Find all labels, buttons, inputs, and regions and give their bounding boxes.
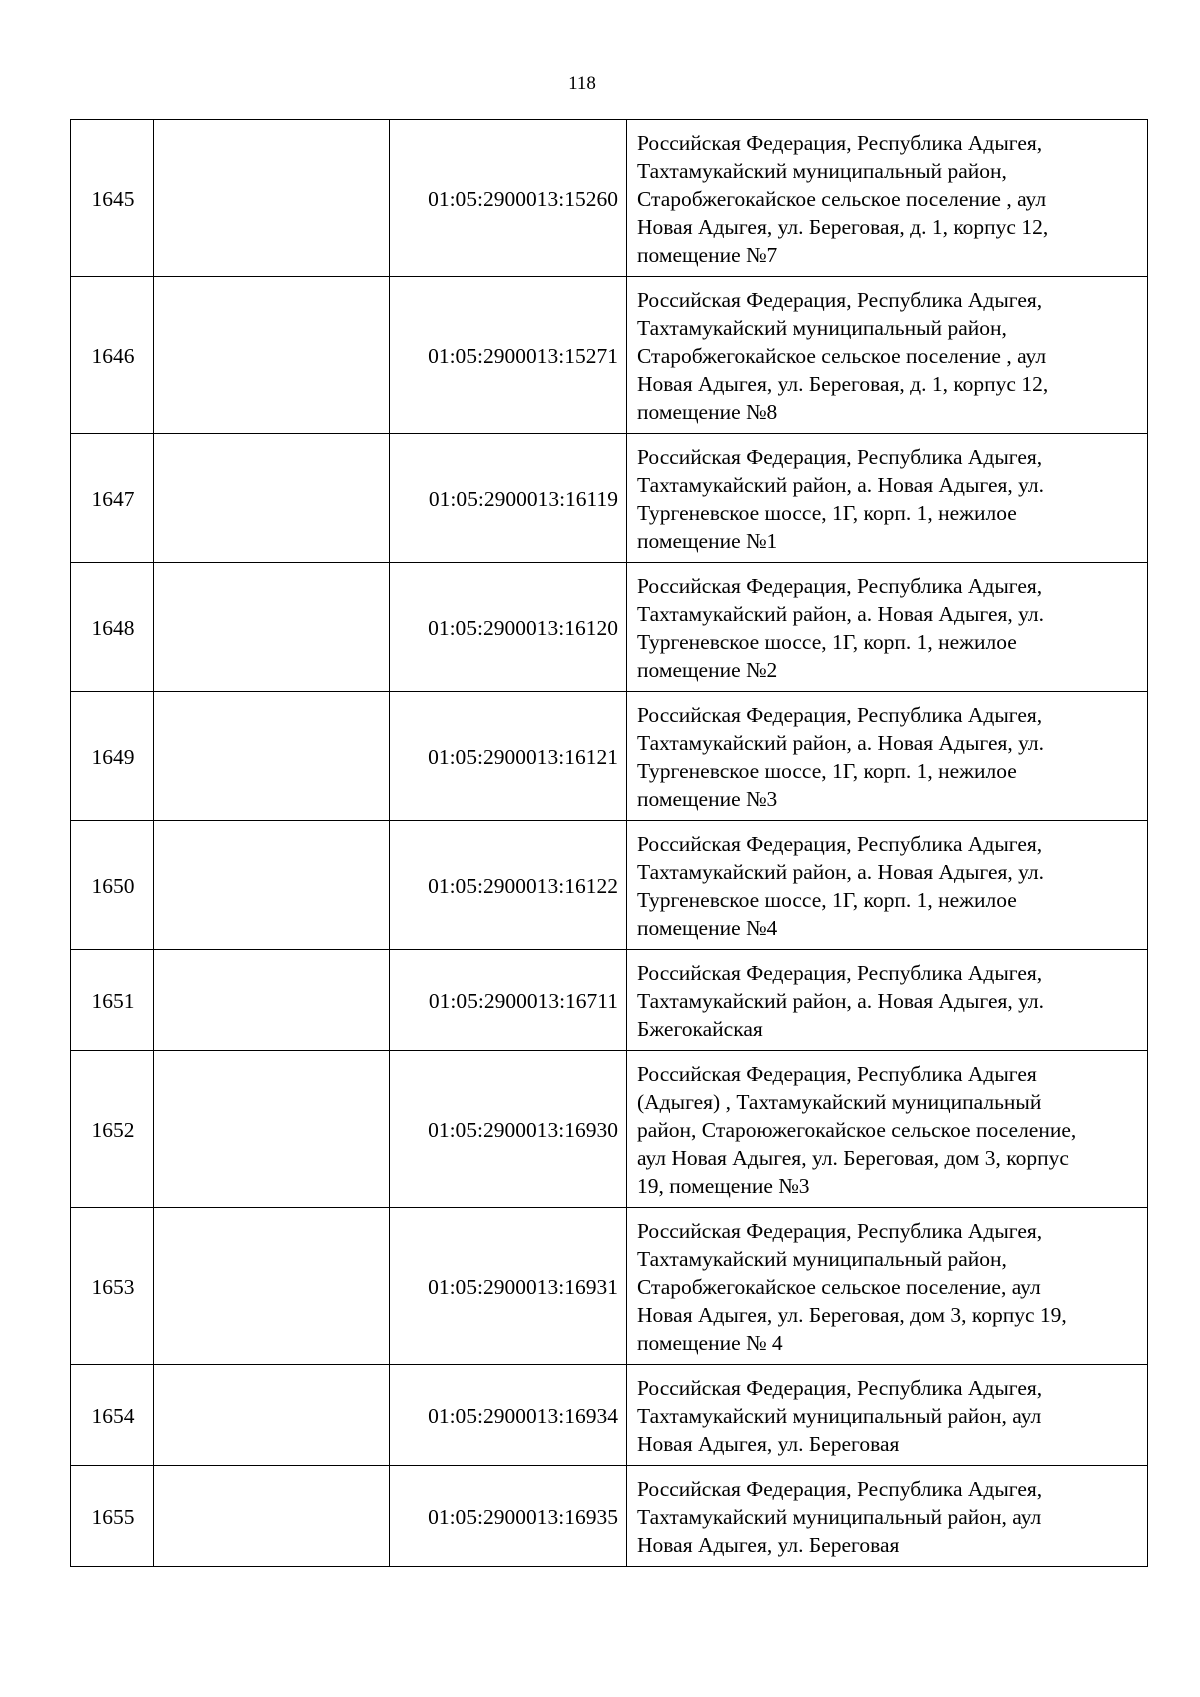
address-line: помещение № 4 [637,1331,783,1355]
address-line: Новая Адыгея, ул. Береговая, дом 3, корпус 19, [637,1303,1067,1327]
table-row [71,434,1148,563]
row-number-cell: 1646 [71,277,154,434]
registry-table [70,119,1148,1567]
address-line: Тургеневское шоссе, 1Г, корп. 1, нежилое [637,888,1017,912]
table-row [71,1365,1148,1466]
address-line: Российская Федерация, Республика Адыгея, [637,574,1043,598]
address-line: Старобжегокайское сельское поселение, аул [637,1275,1041,1299]
cadastral-number-cell: 01:05:2900013:16931 [390,1208,627,1365]
address-line: 19, помещение №3 [637,1174,810,1198]
address-line: Тахтамукайский район, а. Новая Адыгея, ул. [637,473,1045,497]
address-line: Российская Федерация, Республика Адыгея, [637,703,1043,727]
row-number-cell: 1654 [71,1365,154,1466]
cadastral-number-cell: 01:05:2900013:16711 [390,950,627,1051]
row-number-cell: 1650 [71,821,154,950]
address-line: Российская Федерация, Республика Адыгея, [637,131,1043,155]
table-row [71,277,1148,434]
registry-table-body [71,120,1148,1567]
address-cell [627,1466,1148,1567]
row-number-cell: 1653 [71,1208,154,1365]
object-name-cell [154,1365,390,1466]
address-line: Российская Федерация, Республика Адыгея, [637,1376,1043,1400]
address-line: Тургеневское шоссе, 1Г, корп. 1, нежилое [637,759,1017,783]
cadastral-number-cell: 01:05:2900013:15260 [390,120,627,277]
address-line: Новая Адыгея, ул. Береговая, д. 1, корпус 12, [637,215,1049,239]
row-number-cell: 1648 [71,563,154,692]
address-line: помещение №8 [637,400,778,424]
address-line: Российская Федерация, Республика Адыгея, [637,288,1043,312]
address-cell [627,821,1148,950]
object-name-cell [154,821,390,950]
table-row [71,1051,1148,1208]
address-line: Тахтамукайский муниципальный район, аул [637,1505,1042,1529]
object-name-cell [154,434,390,563]
cadastral-number-cell: 01:05:2900013:16121 [390,692,627,821]
cadastral-number-cell: 01:05:2900013:16935 [390,1466,627,1567]
table-row [71,1208,1148,1365]
address-line: Новая Адыгея, ул. Береговая [637,1533,900,1557]
object-name-cell [154,1466,390,1567]
cadastral-number-cell: 01:05:2900013:15271 [390,277,627,434]
page-number: 118 [568,73,596,94]
object-name-cell [154,692,390,821]
address-line: помещение №7 [637,243,778,267]
cadastral-number-cell: 01:05:2900013:16934 [390,1365,627,1466]
row-number-cell: 1652 [71,1051,154,1208]
object-name-cell [154,950,390,1051]
address-line: Новая Адыгея, ул. Береговая, д. 1, корпус 12, [637,372,1049,396]
address-line: помещение №4 [637,916,778,940]
address-line: Российская Федерация, Республика Адыгея, [637,1477,1043,1501]
address-line: Тахтамукайский муниципальный район, [637,159,1007,183]
address-cell [627,277,1148,434]
address-cell [627,120,1148,277]
address-line: Новая Адыгея, ул. Береговая [637,1432,900,1456]
address-cell [627,1365,1148,1466]
address-line: Тахтамукайский район, а. Новая Адыгея, ул. [637,989,1045,1013]
address-cell [627,1208,1148,1365]
table-row [71,950,1148,1051]
address-cell [627,692,1148,821]
address-line: Тахтамукайский район, а. Новая Адыгея, ул. [637,731,1045,755]
row-number-cell: 1655 [71,1466,154,1567]
address-line: Тахтамукайский муниципальный район, [637,1247,1007,1271]
table-row [71,1466,1148,1567]
table-row [71,563,1148,692]
address-line: Старобжегокайское сельское поселение , аул [637,187,1047,211]
address-line: (Адыгея) , Тахтамукайский муниципальный [637,1090,1042,1114]
cadastral-number-cell: 01:05:2900013:16119 [390,434,627,563]
address-line: помещение №1 [637,529,778,553]
address-line: район, Староюжегокайское сельское поселение, [637,1118,1077,1142]
cadastral-number-cell: 01:05:2900013:16120 [390,563,627,692]
address-line: Тургеневское шоссе, 1Г, корп. 1, нежилое [637,501,1017,525]
address-line: помещение №2 [637,658,778,682]
address-cell [627,1051,1148,1208]
address-line: Тахтамукайский район, а. Новая Адыгея, ул. [637,602,1045,626]
table-row [71,821,1148,950]
row-number-cell: 1651 [71,950,154,1051]
address-line: Российская Федерация, Республика Адыгея, [637,832,1043,856]
address-line: Тургеневское шоссе, 1Г, корп. 1, нежилое [637,630,1017,654]
address-cell [627,563,1148,692]
address-line: Тахтамукайский район, а. Новая Адыгея, ул. [637,860,1045,884]
address-line: Бжегокайская [637,1017,763,1041]
cadastral-number-cell: 01:05:2900013:16930 [390,1051,627,1208]
object-name-cell [154,277,390,434]
address-line: Российская Федерация, Республика Адыгея [637,1062,1037,1086]
table-row [71,120,1148,277]
address-line: Тахтамукайский муниципальный район, [637,316,1007,340]
cadastral-number-cell: 01:05:2900013:16122 [390,821,627,950]
address-line: Старобжегокайское сельское поселение , аул [637,344,1047,368]
address-line: Тахтамукайский муниципальный район, аул [637,1404,1042,1428]
row-number-cell: 1649 [71,692,154,821]
row-number-cell: 1647 [71,434,154,563]
object-name-cell [154,1051,390,1208]
object-name-cell [154,1208,390,1365]
object-name-cell [154,120,390,277]
address-line: помещение №3 [637,787,778,811]
row-number-cell: 1645 [71,120,154,277]
table-row [71,692,1148,821]
address-line: Российская Федерация, Республика Адыгея, [637,445,1043,469]
address-cell [627,950,1148,1051]
object-name-cell [154,563,390,692]
address-line: Российская Федерация, Республика Адыгея, [637,961,1043,985]
address-line: Российская Федерация, Республика Адыгея, [637,1219,1043,1243]
address-cell [627,434,1148,563]
address-line: аул Новая Адыгея, ул. Береговая, дом 3, корпус [637,1146,1069,1170]
